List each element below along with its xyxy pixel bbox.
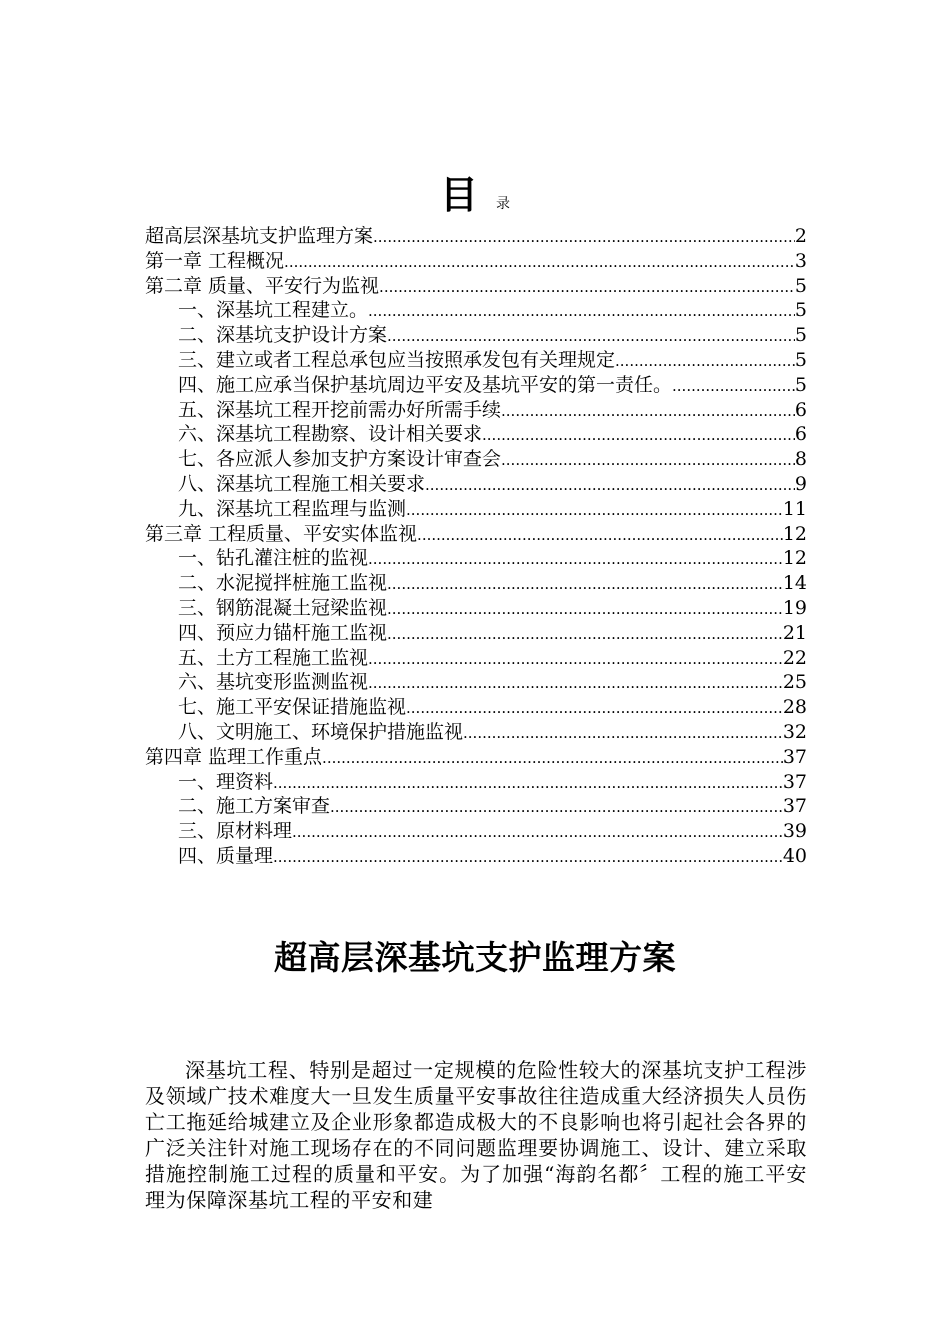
toc-heading-sub: 录 xyxy=(496,196,510,212)
toc-heading-main: 目 xyxy=(439,173,478,217)
toc-leader-dots xyxy=(501,399,795,423)
toc-entry-title: 第一章 工程概况 xyxy=(145,249,285,272)
body-paragraph: 深基坑工程、特别是超过一定规模的危险性较大的深基坑支护工程涉及领域广技术难度大一旦发生质量平安事故往往造成重大经济损失人员伤亡工拖延给城建立及企业形象都造成极大的不良影响也将引起社会各界的广泛关注针对施工现场存在的不同问题监理要协调施工、设计、建立采取措施控制施工过程的质量和平安。为了加强“海韵名都〞工程的施工平安理为保障深基坑工程的平安和建 xyxy=(145,1058,807,1212)
toc-entry[interactable] xyxy=(145,546,807,571)
toc-entry-title: 二、施工方案审查 xyxy=(178,795,331,818)
toc-entry[interactable] xyxy=(145,323,807,348)
toc-entry-title: 一、深基坑工程建立。 xyxy=(178,299,369,322)
toc-leader-dots xyxy=(368,647,783,671)
toc-entry-page: 5 xyxy=(794,299,807,322)
toc-leader-dots xyxy=(406,498,783,522)
toc-entry-page: 6 xyxy=(794,398,807,421)
toc-entry[interactable] xyxy=(145,348,807,373)
toc-entry[interactable] xyxy=(145,274,807,299)
toc-entry-page: 6 xyxy=(794,423,807,446)
toc-entry-page: 8 xyxy=(794,448,807,471)
toc-entry-title: 七、施工平安保证措施监视 xyxy=(178,696,407,719)
document-title: 超高层深基坑支护监理方案 xyxy=(274,938,676,977)
toc-entry-page: 12 xyxy=(782,522,807,545)
toc-entry-page: 12 xyxy=(782,547,807,570)
toc-leader-dots xyxy=(368,547,783,571)
toc-entry[interactable] xyxy=(145,249,807,274)
toc-leader-dots xyxy=(501,448,795,472)
toc-leader-dots xyxy=(273,845,783,869)
toc-entry-title: 四、施工应承当保护基坑周边平安及基坑平安的第一责任。 xyxy=(178,373,673,396)
toc-entry-page: 28 xyxy=(782,696,807,719)
toc-entry-title: 第二章 质量、平安行为监视 xyxy=(145,274,380,297)
toc-entry-title: 第三章 工程质量、平安实体监视 xyxy=(145,522,418,545)
toc-entry[interactable] xyxy=(145,770,807,795)
toc-entry[interactable] xyxy=(145,298,807,323)
toc-entry-page: 5 xyxy=(794,324,807,347)
toc-entry-title: 二、深基坑支护设计方案 xyxy=(178,324,388,347)
toc-entry-page: 9 xyxy=(794,472,807,495)
toc-entry-page: 22 xyxy=(782,646,807,669)
table-of-contents xyxy=(145,224,807,869)
toc-entry[interactable] xyxy=(145,695,807,720)
toc-entry-page: 37 xyxy=(782,745,807,768)
toc-entry-title: 八、深基坑工程施工相关要求 xyxy=(178,472,426,495)
toc-entry[interactable] xyxy=(145,844,807,869)
toc-leader-dots xyxy=(284,250,795,274)
toc-entry-title: 三、原材料理 xyxy=(178,820,293,843)
toc-entry-page: 5 xyxy=(794,373,807,396)
toc-entry-page: 40 xyxy=(782,844,807,867)
toc-entry-title: 二、水泥搅拌桩施工监视 xyxy=(178,572,388,595)
toc-entry-title: 五、土方工程施工监视 xyxy=(178,646,369,669)
toc-entry-title: 九、深基坑工程监理与监测 xyxy=(178,497,407,520)
toc-entry-title: 五、深基坑工程开挖前需办好所需手续 xyxy=(178,398,502,421)
toc-leader-dots xyxy=(615,349,795,373)
toc-entry-page: 2 xyxy=(794,225,807,247)
toc-leader-dots xyxy=(273,771,783,795)
toc-heading xyxy=(0,173,950,217)
toc-leader-dots xyxy=(387,572,783,596)
toc-entry-title: 第四章 监理工作重点 xyxy=(145,745,323,768)
toc-entry-page: 19 xyxy=(782,596,807,619)
toc-entry-title: 一、钻孔灌注桩的监视 xyxy=(178,547,369,570)
toc-leader-dots xyxy=(322,746,783,770)
toc-leader-dots xyxy=(292,820,783,844)
toc-leader-dots xyxy=(368,671,783,695)
toc-leader-dots xyxy=(672,374,795,398)
toc-entry-page: 25 xyxy=(782,671,807,694)
toc-entry-page: 3 xyxy=(794,249,807,272)
toc-entry[interactable] xyxy=(145,646,807,671)
toc-entry-page: 11 xyxy=(782,497,807,520)
toc-entry-title: 三、钢筋混凝土冠梁监视 xyxy=(178,596,388,619)
toc-entry[interactable] xyxy=(145,472,807,497)
toc-entry-page: 32 xyxy=(782,720,807,743)
toc-entry[interactable] xyxy=(145,745,807,770)
toc-entry[interactable] xyxy=(145,621,807,646)
toc-entry[interactable] xyxy=(145,522,807,547)
toc-leader-dots xyxy=(417,523,783,547)
toc-entry[interactable] xyxy=(145,224,807,249)
toc-entry-page: 5 xyxy=(794,348,807,371)
toc-entry-page: 37 xyxy=(782,770,807,793)
toc-entry-page: 21 xyxy=(782,621,807,644)
toc-entry[interactable] xyxy=(145,422,807,447)
toc-entry-title: 三、建立或者工程总承包应当按照承发包有关理规定 xyxy=(178,348,616,371)
toc-leader-dots xyxy=(387,622,783,646)
toc-entry[interactable] xyxy=(145,398,807,423)
toc-leader-dots xyxy=(387,324,795,348)
toc-entry-title: 四、质量理 xyxy=(178,844,274,867)
toc-entry[interactable] xyxy=(145,720,807,745)
toc-entry-title: 一、理资料 xyxy=(178,770,274,793)
toc-entry-title: 六、基坑变形监测监视 xyxy=(178,671,369,694)
toc-entry[interactable] xyxy=(145,670,807,695)
toc-entry-title: 超高层深基坑支护监理方案 xyxy=(145,225,374,247)
toc-leader-dots xyxy=(373,225,795,249)
toc-entry-page: 14 xyxy=(782,572,807,595)
toc-leader-dots xyxy=(368,299,795,323)
toc-entry-title: 七、各应派人参加支护方案设计审查会 xyxy=(178,448,502,471)
toc-entry-title: 四、预应力锚杆施工监视 xyxy=(178,621,388,644)
toc-entry[interactable] xyxy=(145,447,807,472)
toc-entry[interactable] xyxy=(145,819,807,844)
toc-entry-page: 39 xyxy=(782,820,807,843)
toc-leader-dots xyxy=(387,597,783,621)
toc-entry-page: 5 xyxy=(794,274,807,297)
toc-entry[interactable] xyxy=(145,596,807,621)
toc-entry-title: 八、文明施工、环境保护措施监视 xyxy=(178,720,464,743)
toc-leader-dots xyxy=(406,696,783,720)
toc-leader-dots xyxy=(482,423,795,447)
toc-leader-dots xyxy=(425,473,795,497)
toc-entry[interactable] xyxy=(145,571,807,596)
toc-entry[interactable] xyxy=(145,373,807,398)
toc-leader-dots xyxy=(330,795,783,819)
toc-entry[interactable] xyxy=(145,497,807,522)
toc-entry-page: 37 xyxy=(782,795,807,818)
toc-entry[interactable] xyxy=(145,794,807,819)
toc-leader-dots xyxy=(463,721,783,745)
toc-entry-title: 六、深基坑工程勘察、设计相关要求 xyxy=(178,423,483,446)
toc-leader-dots xyxy=(379,275,795,299)
